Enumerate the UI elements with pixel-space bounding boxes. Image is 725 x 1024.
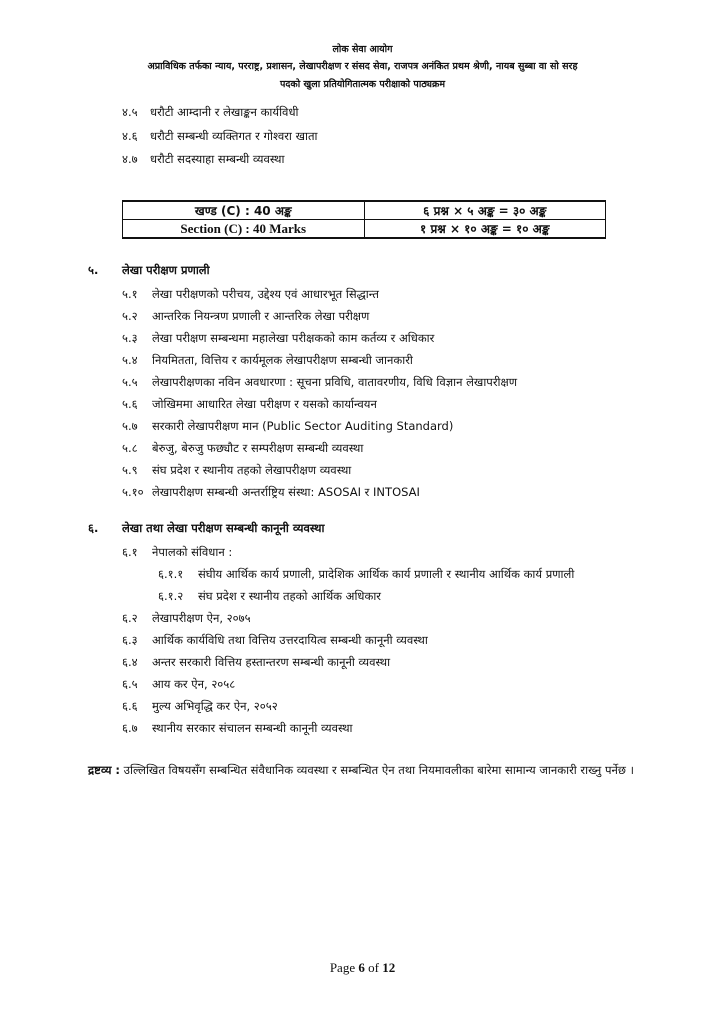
item-text: लेखा परीक्षणको परीचय, उद्देश्य एवं आधारभूत सिद्धान्त: [152, 287, 379, 301]
table-row: [123, 220, 606, 239]
section-title: लेखा परीक्षण प्रणाली: [122, 263, 210, 277]
item-number: ६.१: [122, 545, 138, 559]
section-number: ६.: [88, 521, 99, 535]
item-text: मुल्य अभिवृद्धि कर ऐन, २०५२: [152, 699, 278, 713]
page-number: [0, 960, 725, 976]
item-text: जोखिममा आधारित लेखा परीक्षण र यसको कार्यान्वयन: [152, 397, 377, 411]
section-number: ५.: [88, 263, 99, 277]
item-text: नियमितता, वित्तिय र कार्यमूलक लेखापरीक्षण सम्बन्धी जानकारी: [152, 353, 413, 367]
note-text: उल्लिखित विषयसँग सम्बन्धित संवैधानिक व्यवस्था र सम्बन्धित ऐन तथा नियमावलीका बारेमा सामान्य जानकारी राख्नु पर्नेछ ।: [120, 763, 634, 777]
item-text: लेखापरीक्षण ऐन, २०७५: [152, 611, 251, 625]
item-number: ५.८: [122, 441, 138, 455]
item-text: नेपालको संविधान :: [152, 545, 233, 559]
page-of: of: [364, 960, 383, 975]
header-syllabus-title: पदको खुला प्रतियोगितात्मक परीक्षाको पाठ्यक्रम: [279, 79, 445, 90]
item-text: अन्तर सरकारी वित्तिय हस्तान्तरण सम्बन्धी कानूनी व्यवस्था: [152, 655, 391, 669]
item-text: धरौटी सदस्याहा सम्बन्धी व्यवस्था: [150, 152, 285, 166]
item-number: ६.१.२: [158, 589, 184, 603]
item-text: सरकारी लेखापरीक्षण मान (Public Sector Auditing Standard): [152, 419, 454, 433]
item-text: संघीय आर्थिक कार्य प्रणाली, प्रादेशिक आर्थिक कार्य प्रणाली र स्थानीय आर्थिक कार्य प्रणाली: [198, 567, 575, 581]
table-row: [123, 201, 606, 220]
item-number: ५.३: [122, 331, 138, 345]
item-number: ४.७: [122, 152, 138, 166]
table-cell: खण्ड (C) : 40 अङ्क: [123, 201, 365, 220]
item-text: लेखापरीक्षणका नविन अवधारणा : सूचना प्रविधि, वातावरणीय, विधि विज्ञान लेखापरीक्षण: [152, 375, 518, 389]
item-number: ६.४: [122, 655, 138, 669]
table-cell: ६ प्रश्न × ५ अङ्क = ३० अङ्क: [364, 201, 606, 220]
item-number: ६.३: [122, 633, 138, 647]
marks-table: [122, 200, 606, 239]
item-number: ४.६: [122, 129, 138, 143]
table-cell: Section (C) : 40 Marks: [123, 220, 365, 239]
item-number: ५.६: [122, 397, 138, 411]
item-number: ५.७: [122, 419, 138, 433]
header-commission-name: लोक सेवा आयोग: [332, 44, 393, 55]
item-text: लेखापरीक्षण सम्बन्धी अन्तर्राष्ट्रिय संस्था: ASOSAI र INTOSAI: [152, 485, 420, 499]
item-number: ६.६: [122, 699, 138, 713]
item-text: स्थानीय सरकार संचालन सम्बन्धी कानूनी व्यवस्था: [152, 721, 353, 735]
page-prefix: Page: [329, 960, 359, 975]
item-number: ६.५: [122, 677, 138, 691]
item-text: संघ प्रदेश र स्थानीय तहको आर्थिक अधिकार: [198, 589, 382, 603]
item-number: ४.५: [122, 105, 138, 119]
item-number: ६.७: [122, 721, 138, 735]
header-service-line: अप्राविधिक तर्फका न्याय, परराष्ट्र, प्रशासन, लेखापरीक्षण र संसद सेवा, राजपत्र अनंकित प्रथम श्रेणी, नायब सुब्बा वा सो सरह: [147, 61, 578, 72]
section-title: लेखा तथा लेखा परीक्षण सम्बन्धी कानूनी व्यवस्था: [122, 521, 325, 535]
item-text: धरौटी सम्बन्धी व्यक्तिगत र गोश्वरा खाता: [150, 129, 318, 143]
page-current: 6: [358, 960, 365, 975]
item-number: ६.२: [122, 611, 138, 625]
item-text: आय कर ऐन, २०५८: [152, 677, 236, 691]
item-text: लेखा परीक्षण सम्बन्धमा महालेखा परीक्षकको काम कर्तव्य र अधिकार: [152, 331, 435, 345]
item-text: बेरुजु, बेरुजु फछ्यौट र सम्परीक्षण सम्बन्धी व्यवस्था: [152, 441, 364, 455]
item-text: आन्तरिक नियन्त्रण प्रणाली र आन्तरिक लेखा परीक्षण: [152, 309, 370, 323]
note-label: द्रष्टव्य :: [88, 763, 121, 777]
item-text: आर्थिक कार्यविधि तथा वित्तिय उत्तरदायित्व सम्बन्धी कानूनी व्यवस्था: [152, 633, 428, 647]
item-text: धरौटी आम्दानी र लेखाङ्कन कार्यविधी: [150, 105, 299, 119]
page-total: 12: [382, 960, 396, 975]
item-number: ५.९: [122, 463, 138, 477]
table-cell: १ प्रश्न × १० अङ्क = १० अङ्क: [364, 220, 606, 239]
item-number: ५.५: [122, 375, 138, 389]
item-number: ५.१: [122, 287, 138, 301]
note-paragraph: [88, 760, 648, 780]
item-number: ५.२: [122, 309, 138, 323]
item-number: ५.१०: [122, 485, 144, 499]
item-number: ६.१.१: [158, 567, 184, 581]
item-number: ५.४: [122, 353, 138, 367]
item-text: संघ प्रदेश र स्थानीय तहको लेखापरीक्षण व्यवस्था: [152, 463, 352, 477]
